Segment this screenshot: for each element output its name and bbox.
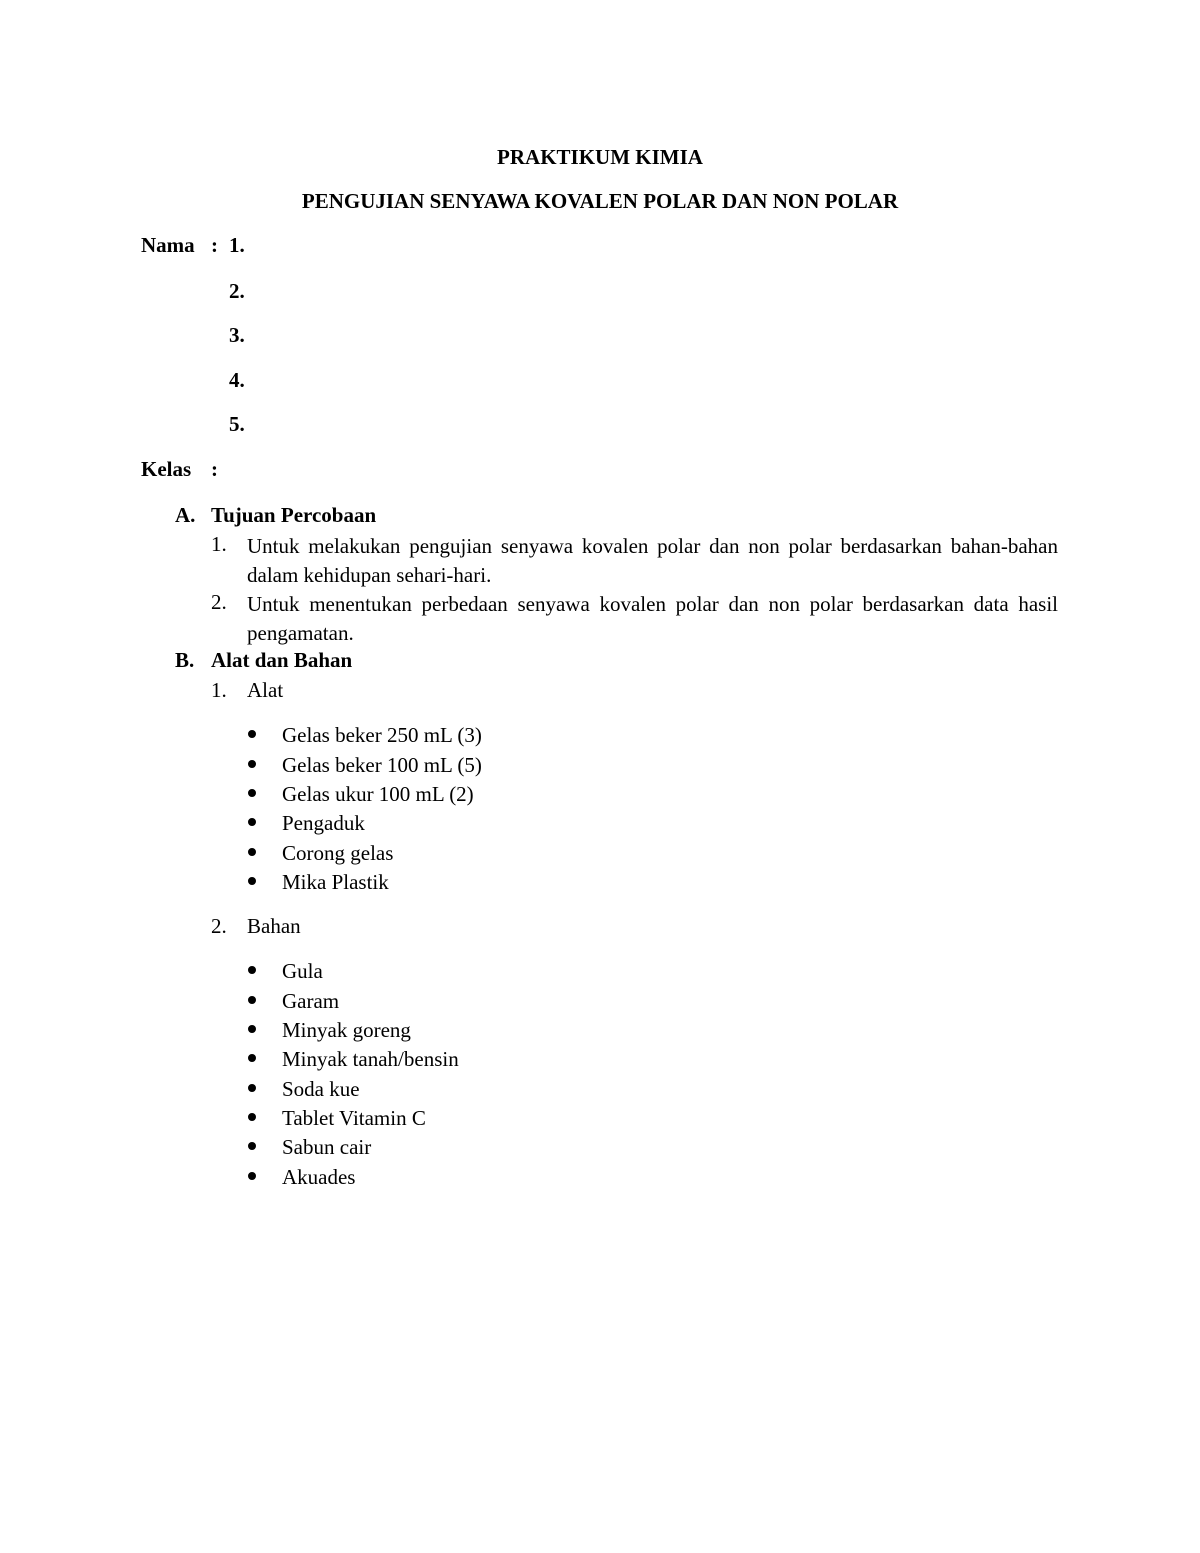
nama-label: Nama — [141, 233, 195, 257]
tujuan-item-1-number: 1. — [211, 532, 227, 556]
nama-separator: : — [211, 233, 218, 257]
alat-label: Alat — [247, 678, 284, 702]
bahan-item: Akuades — [282, 1165, 356, 1189]
section-b-letter: B. — [175, 648, 195, 672]
bahan-item: Minyak tanah/bensin — [282, 1047, 459, 1071]
bullet-icon — [248, 1025, 256, 1033]
bullet-icon — [248, 818, 256, 826]
bullet-icon — [248, 1113, 256, 1121]
bullet-icon — [248, 760, 256, 768]
alat-number: 1. — [211, 678, 227, 702]
bahan-item: Gula — [282, 959, 323, 983]
nama-number-3: 3. — [229, 323, 245, 347]
kelas-separator: : — [211, 457, 218, 481]
alat-item: Gelas beker 100 mL (5) — [282, 753, 482, 777]
bahan-item: Sabun cair — [282, 1135, 372, 1159]
bahan-item: Minyak goreng — [282, 1018, 411, 1042]
nama-number-5: 5. — [229, 412, 245, 436]
alat-item: Pengaduk — [282, 811, 365, 835]
section-a-title: Tujuan Percobaan — [211, 503, 377, 527]
nama-number-2: 2. — [229, 279, 245, 303]
bullet-icon — [248, 1142, 256, 1150]
alat-item: Gelas ukur 100 mL (2) — [282, 782, 474, 806]
kelas-label: Kelas — [141, 457, 192, 481]
bahan-number: 2. — [211, 914, 227, 938]
document-subtitle: PENGUJIAN SENYAWA KOVALEN POLAR DAN NON POLAR — [301, 189, 899, 213]
document-title: PRAKTIKUM KIMIA — [497, 145, 703, 169]
bullet-icon — [248, 789, 256, 797]
bahan-item: Garam — [282, 989, 340, 1013]
section-a-letter: A. — [175, 503, 196, 527]
bahan-item: Soda kue — [282, 1077, 360, 1101]
alat-item: Gelas beker 250 mL (3) — [282, 723, 482, 747]
bullet-icon — [248, 1054, 256, 1062]
alat-item: Mika Plastik — [282, 870, 389, 894]
bahan-label: Bahan — [247, 914, 301, 938]
nama-number-4: 4. — [229, 368, 245, 392]
bullet-icon — [248, 848, 256, 856]
tujuan-item-1-text: Untuk melakukan pengujian senyawa kovalen polar dan non polar berdasarkan bahan-bahan dalam kehidupan sehari-hari. — [247, 534, 1058, 587]
bullet-icon — [248, 877, 256, 885]
bahan-item: Tablet Vitamin C — [282, 1106, 426, 1130]
alat-item: Corong gelas — [282, 841, 394, 865]
tujuan-item-2-text: Untuk menentukan perbedaan senyawa kovalen polar dan non polar berdasarkan data hasil pengamatan. — [247, 592, 1058, 645]
nama-number-1: 1. — [229, 233, 245, 257]
bullet-icon — [248, 996, 256, 1004]
bullet-icon — [248, 730, 256, 738]
section-b-title: Alat dan Bahan — [211, 648, 353, 672]
bullet-icon — [248, 966, 256, 974]
bullet-icon — [248, 1084, 256, 1092]
tujuan-item-2-number: 2. — [211, 590, 227, 614]
bullet-icon — [248, 1172, 256, 1180]
